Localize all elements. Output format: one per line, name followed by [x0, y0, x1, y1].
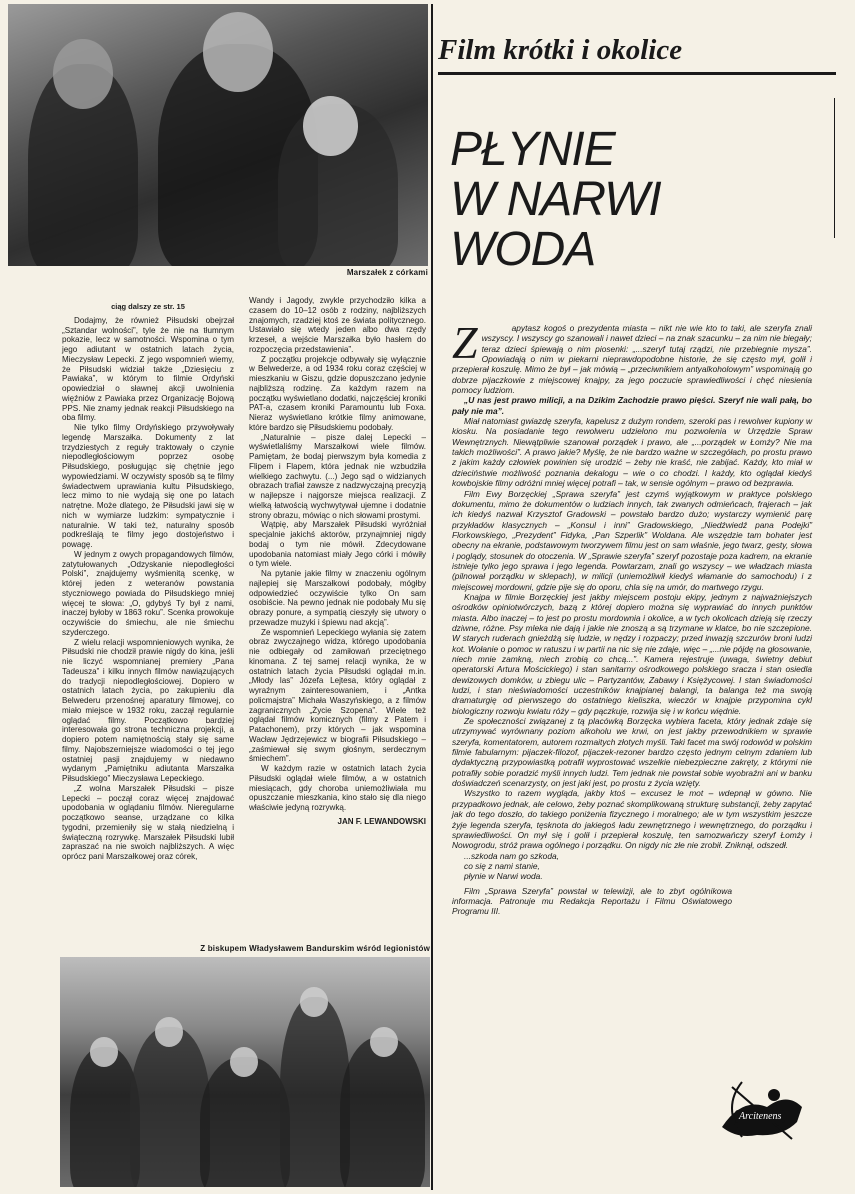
paragraph: W każdym razie w ostatnich latach życia Piłsudski oglądał wiele filmów, a w ostatnich miesiącach, gdy choroba uniemożliwiała mu opuszczanie mieszkania, kino stało się dla niego właściwie jedyną rozrywką. — [249, 764, 426, 812]
headline-rule — [834, 98, 835, 238]
left-article-column-1 — [62, 302, 234, 862]
paragraph: Film Ewy Borzęckiej „Sprawa szeryfa” jest czymś wyjątkowym w praktyce polskiego dokumentu, mimo że dokumentów o ludziach innych, tak zwanych odmieńcach, frajerach – jak ich kiedyś nazwał Krzysztof Gradowski – powstało bardzo dużo; wystarczy wymienić parę przykładów klasycznych – „Konsul i inni” Gradowskiego, „Niedźwiedź pana Podejki” Florkowskiego, „Prezydent” Fidyka, „Pan Szperlik” Woldana. Ale wszędzie tam bohater jest obecny na ekranie, podstawowym tworzywem filmu jest on sam właśnie, jego twarz, gesty, słowa i poglądy, stosunek do otoczenia. W „Sprawie szeryfa” szeryf pozostaje poza kadrem, na ekranie istnieje tylko jego sprawa i jego legenda. Powtarzam, znali go wszyscy – we władzach miasta (pilnował porządku w sklepach), w milicji (uniemożliwił kiedyś włamanie do samochodu) i z miejscowej mordowni, gdzie pije się do oporu, chla się na umór, do martwego rzygu. — [452, 488, 812, 592]
section-title: Film krótki i okolice — [438, 34, 683, 66]
paragraph: Wątpię, aby Marszałek Piłsudski wyróżniał specjalnie jakichś aktorów, przynajmniej nigdy bodaj o tym nie mówił. Zdecydowane upodobania natomiast miały Jego córki i mówiły o tym wiele. — [249, 520, 426, 569]
paragraph: Z wielu relacji wspomnieniowych wynika, że Piłsudski nie chodził prawie nigdy do kina, jeśli nie liczyć wspomnianej premiery „Pana Tadeusza” i kilku innych filmów nawiązujących do tradycji niepodległościowej. Dopiero w ostatnich latach życia, po zakupieniu dla Belwederu przenośnej aparatury filmowej, co miało miejsce w 1932 roku, zaczął regularnie oglądać filmy. Początkowo bardziej interesowała go strona techniczna projekcji, a dopiero potem namiętnością stały się same filmy. Najobszerniejsze wiadomości o tej jego ostatniej pasji znajdujemy w niedawno wydanym „Pamiętniku adiutanta Marszałka Piłsudskiego” Mieczysława Lepeckiego. — [62, 637, 234, 783]
paragraph: „Naturalnie – pisze dalej Lepecki – wyświetlaliśmy Marszałkowi wiele filmów. Pamiętam, że bodaj pierwszym była komedia z Flipem i Flapem, która jednak nie wzbudziła wielkiego zachwytu. (...) Jego sąd o widzianych obrazach trafiał zawsze z nadzwyczajną precyzją w najlepsze i najgorsze miejsca realizacji. Z wielką łatwością wychwytywał ujemne i dodatnie strony obrazu, mówiąc o nich słowami prostymi. — [249, 432, 426, 520]
headline-line-2: W NARWI — [450, 173, 661, 226]
logo-text: Arcitenens — [735, 1110, 785, 1123]
paragraph: Wandy i Jagody, zwykle przychodziło kilka a czasem do 10–12 osób z rodziny, najbliższych znajomych, rzadziej ktoś ze świata politycznego. Ustawiało się wtedy jeden albo dwa rzędy krzeseł, a wejście Marszałka było hasłem do rozpoczęcia przedstawienia”. — [249, 296, 426, 354]
headline — [450, 125, 770, 275]
caption-top: Marszałek z córkami — [346, 268, 428, 277]
paragraph: Z początku projekcje odbywały się wyłącznie w Belwederze, a od 1934 roku coraz częściej w mieszkaniu w Giszu, gdzie dopuszczano jedynie najbliższą rodzinę. Za każdym razem na początku wyświetlano dodatki, najczęściej kroniki PAT-a, czasem kroniki Paramountu lub Foxa. Nieraz wyświetlano krótkie filmy animowane, które bardzo się Piłsudskiemu podobały. — [249, 354, 426, 432]
photo-marshal-with-daughters — [8, 4, 428, 266]
author-byline: JAN F. LEWANDOWSKI — [337, 816, 426, 826]
headline-line-1: PŁYNIE — [450, 123, 615, 176]
paragraph: Ze społeczności związanej z tą placówką Borzęcka wybiera faceta, który jednak zdaje się utrzymywać wyrównany poziom alkoholu we krwi, on jest jakby przewodnikiem w sprawie szeryfa, komentatorem, autorem rozmaitych złotych myśli. Taki facet ma swój rodowód w polskim filmie fabularnym: pijaczek-filozof, pijaczek-rezoner bardzo często jednym celnym zdaniem lub dydaktyczną przypowiastką potrafił wyprostować wszelkie niebezpieczne zakręty, z którymi nie potrafiły sobie poradzić myśli innych ludzi. Tem jednak nie powstał sobie wyobraźni ani w banku doświadczeń scenarzysty, on jest jaki jest, po prostu z życia wzięty. — [452, 716, 812, 789]
verse-line: co się z nami stanie, — [464, 860, 540, 871]
footer-note: Film „Sprawa Szeryfa” powstał w telewizji, ale to zbyt ogólnikowa informacja. Patronuje mu Redakcja Reportażu i Filmu Oświatowego Programu III. — [452, 885, 732, 917]
paragraph: Knajpa w filmie Borzęckiej jest jakby miejscem postoju ekipy, jednym z najważniejszych ośrodków opiniotwórczych, bazą z której dopiero można się wyprawiać do innych punktów miasta. Albo inaczej – to jest po prostu mordownia i okolice, a w tych okolicach dzieją się rzeczy dziwne, różne. Psy mleka nie dają i jakie nie znoszą a są trzymane w klatce, bo nie szczepione. W starych ruderach gnieżdżą się ludzie, w nędzy i rozpaczy; przed inwazją szczurów broni ludzi kot. Wołanie o pomoc w ratuszu i w partii na nic się nie zdaje, więc – „...nie pójdę na głosowanie, niech mnie zamkną, niech zrobią co chcą...”. Kamera rejestruje (uwaga, świetny debiut operatorski Artura Mościckiego) i stan sanitarny ośrodkowego polskiego sracza i stan osiedla dewizowych domków, u zbiegu ulic – Partyzantów, Zabawy i Księżycowej. I stan świadomości ludzi, i stan nieświadomości uczestników knajpianej balangi, ta balanga też ma swoją dramaturgię od pierwszego do ostatniego kieliszka, wieczór w knajpie przypomina cykl biologiczny rozwoju kwiatu róży – gdy pączkuje, rozwija się i w końcu więdnie. — [452, 591, 812, 716]
lead-text: apytasz kogoś o prezydenta miasta – nikt nie wie kto to taki, ale szeryfa znali wszyscy. I wszyscy go szanowali i nawet dzieci – na znak szacunku – za nim nie biegały; teraz dzieci śpiewają o nim piosenki: „...szeryf tutaj rządzi, nie przebiegnie mysza”. Opowiadają o nim w piekarni nieprawdopodobne historie, że się często mył, golił i przepierał koszulę. Mimo że był – jak mówią – „przeciwnikiem antyalkoholowym” wspominają go dobrze pijaczkowie z miejscowej knajpy, za jego poczucie sprawiedliwości i chęć niesienia pomocy ludziom. — [452, 323, 812, 396]
headline-line-3: WODA — [450, 223, 596, 276]
paragraph: „Z wolna Marszałek Piłsudski – pisze Lepecki – począł coraz więcej znajdować upodobania w oglądaniu filmów. Nieregularne początkowo seanse, urządzane co kilka tygodni, przemieniły się w stałą niedzielną i świąteczną rozrywkę. Marszałek Piłsudski lubił zapraszać na nie swoich najbliższych. A więc oprócz pani Marszałkowej oraz córek, — [62, 783, 234, 861]
continued-note: ciąg dalszy ze str. 15 — [111, 302, 185, 311]
right-article-body — [452, 317, 812, 917]
verse-line: ...szkoda nam go szkoda, — [464, 850, 559, 861]
paragraph: Na pytanie jakie filmy w znaczeniu ogólnym najlepiej się Marszałkowi podobały, mógłby odpowiedzieć oczywiście tylko On sam osobiście. Na pewno jednak nie podobały Mu się obrazy ponure, a sympatią cieszyły się utwory o przewadze muzyki i śpiewu nad akcją”. — [249, 569, 426, 627]
photo-bishop-with-legionnaires — [60, 957, 430, 1187]
paragraph: W jednym z owych propagandowych filmów, zatytułowanych „Odzyskanie niepodległości Polski”, znajdujemy wyśmienitą scenkę, w której jeden z weteranów powstania styczniowego powiada do Piłsudskiego mniej więcej te słowa: „O, gdybyś Ty był z nami, inaczej byłoby w 1863 roku”. Scenka prowokuje oczywiście do śmiechu, ale nie śmiechu szyderczego. — [62, 549, 234, 637]
paragraph: „U nas jest prawo milicji, a na Dzikim Zachodzie prawo pięści. Szeryf nie wali pałą, bo pały nie ma”. — [452, 395, 812, 416]
paragraph: Miał natomiast gwiazdę szeryfa, kapelusz z dużym rondem, szeroki pas i rewolwer kupiony w kiosku. Na posiadanie tego rewolweru udzielono mu pozwolenia w Urzędzie Spraw Wewnętrznych. Niewątpliwie szanował porządek i prawo, ale „...porządek w Łomży? Nie ma takich możliwości”. A prawo jakie? Myślę, że nie bardzo ważne w szczegółach, po prostu prawo z jakim każdy człowiek powinien się urodzić – żeby nie kraść, nie zabijać. Każdy, kto miał w dzieciństwie możliwość poznania dekalogu – wie o co chodzi. I każdy, kto oglądał kiedyś kowbojskie filmy odróżni mniej więcej potrafi – tak, w sensie ogólnym – prawo od bezprawia. — [452, 416, 812, 489]
caption-bottom: Z biskupem Władysławem Bandurskim wśród legionistów — [200, 944, 430, 953]
verse-line: płynie w Narwi woda. — [464, 871, 543, 882]
paragraph: Nie tylko filmy Ordyńskiego przywoływały legendę Marszałka. Dokumenty z lat trzydziestych z reguły traktowały o czynie niepodległościowym poprzez osobę Piłsudskiego, posługując się chętnie jego wypowiedziami. W oczywisty sposób są te filmy świadectwem uprawiania kultu Piłsudskiego, lecz mimo to nie wydają się one po latach natrętne. Może dlatego, że Piłsudski jawi się w nich w wymiarze ludzkim: sympatycznie i naturalnie. W taki też, naturalny sposób podkreślają te filmy jego dostojeństwo i powagę. — [62, 423, 234, 549]
drop-cap: Z — [452, 317, 478, 368]
left-article-column-2 — [249, 296, 426, 827]
section-rule — [438, 72, 836, 75]
paragraph: Ze wspomnień Lepeckiego wyłania się zatem obraz zwyczajnego widza, którego upodobania nie odbiegały od zamiłowań przeciętnego kinomana. Z tej samej relacji wynika, że w ostatnich latach życia Piłsudski oglądał m.in. „Młody las” Józefa Lejtesa, który oglądał z wyraźnym zainteresowaniem, i „Antka policmajstra” Michała Waszyńskiego, a z filmów zagranicznych „Życie Szopena”. Wiele też oglądał filmów komicznych (filmy z Patem i Patachonem), przy których – jak wspomina Wacław Jędrzejewicz w biografii Piłsudskiego – „zaśmiewał się swym głośnym, serdecznym śmiechem”. — [249, 627, 426, 764]
paragraph: Dodajmy, że również Piłsudski obejrzał „Sztandar wolności”, tyle że nie na tłumnym pokazie, lecz w samotności. Wspomina o tym jego adiutant w ostatnich latach życia, Mieczysław Lepecki. Z jego wspomnień wiemy, że Piłsudski widział także „Dziesięciu z Pawiaka”, w którym to filmie Ordyński opowiedział o sławnej akcji uwolnienia więźniów z Pawiaka przez Organizację Bojową PPS. Nie znamy jednak reakcji Piłsudskiego na oba filmy. — [62, 315, 234, 423]
paragraph-lead — [452, 317, 812, 396]
paragraph: Wszystko to razem wygląda, jakby ktoś – excusez le mot – wdepnął w gówno. Nie przypadkowo jednak, ale celowo, żeby poznać skomplikowaną strukturę substancji, żeby zapytać jak do tego doszło, do takiego poniżenia fizycznego i moralnego; ale w tym wszystkim jeszcze żyje legenda szeryfa, tęsknota do jakiegoś ładu zewnętrznego i wewnętrznego, do porządku i sprawiedliwości. On mył się i golił i przepierał koszulę, ten samozwańczy szeryf Łomży i Nowogrodu, stróż prawa ogólnego i porządku. On nigdy nic złe nie zrobił. Zniknął, odszedł. — [452, 788, 812, 851]
